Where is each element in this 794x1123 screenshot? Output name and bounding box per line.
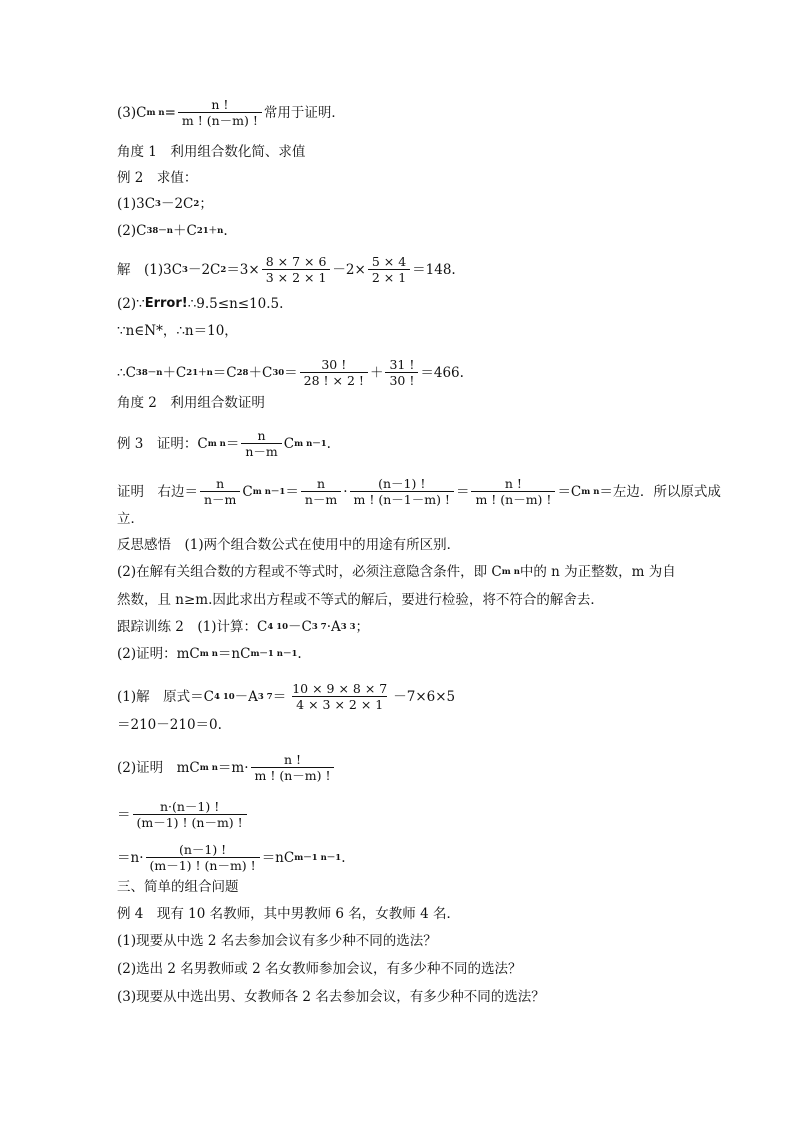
solution-2a	[117, 295, 283, 313]
text: －2C	[187, 261, 221, 278]
text: ＝	[284, 364, 298, 381]
proof-line	[117, 476, 721, 507]
numerator: 8 × 7 × 6	[265, 254, 327, 269]
superscript: m n－1	[294, 438, 327, 449]
superscript: 30	[272, 367, 285, 378]
text: (2)选出 2 名男教师或 2 名女教师参加会议，有多少种不同的选法？	[117, 961, 522, 977]
text: =	[164, 104, 176, 121]
fraction	[288, 681, 391, 712]
text: ＝466.	[420, 364, 464, 381]
text: (3)现要从中选出男、女教师各 2 名去参加会议，有多少种不同的选法？	[117, 989, 545, 1005]
fraction	[350, 476, 454, 507]
numerator: n	[316, 476, 326, 491]
text: －2C	[160, 196, 194, 212]
example-2	[117, 169, 197, 187]
text: ；	[199, 196, 213, 212]
text: (3)C	[117, 104, 147, 121]
fraction	[241, 428, 281, 459]
text: －A	[234, 688, 258, 705]
text: ＋	[369, 364, 384, 381]
text: －2×	[332, 261, 366, 278]
superscript: m n－1	[252, 486, 286, 497]
text: －C	[288, 619, 312, 635]
example-4-part1	[117, 932, 437, 950]
text: ＋C	[248, 364, 273, 381]
text: ＝nC	[217, 646, 251, 662]
text: 角度 1 利用组合数化简、求值	[117, 144, 306, 160]
denominator: (m－1) ! (n－m) !	[133, 814, 247, 830]
text: (1)3C	[117, 196, 156, 212]
formula-3	[117, 97, 345, 128]
denominator: n－m	[200, 491, 240, 507]
example-3	[117, 428, 331, 459]
numerator: n·(n－1) !	[159, 799, 220, 814]
example-4	[117, 905, 460, 923]
track-training-2	[117, 618, 369, 636]
text: 三、简单的组合问题	[117, 879, 239, 895]
solution-2c	[117, 357, 464, 388]
text: ＝3×	[226, 261, 260, 278]
superscript: 4 10	[267, 622, 289, 632]
numerator: n !	[504, 476, 522, 491]
track-solution-1	[117, 681, 455, 712]
text: ＋C	[162, 364, 187, 381]
denominator: n－m	[301, 491, 341, 507]
superscript: 3 7	[257, 691, 273, 702]
text: .	[341, 849, 346, 866]
denominator: m ! (n－1－m) !	[350, 491, 454, 507]
fraction	[200, 476, 240, 507]
text: ∴9.5≤n≤10.5.	[187, 296, 284, 312]
text: 中的 n 为正整数，m 为自	[519, 564, 676, 580]
solution-2b	[117, 322, 238, 340]
text: 反思感悟 (1)两个组合数公式在使用中的用途有所区别．	[117, 537, 461, 553]
text: ∴C	[117, 364, 136, 381]
denominator: 2 × 1	[368, 269, 410, 285]
text: ＝m·	[217, 759, 249, 776]
angle-2-heading	[117, 394, 265, 412]
text: ＝210－210＝0.	[117, 717, 222, 733]
denominator: 28 ! × 2 !	[300, 372, 368, 388]
denominator: (m－1) ! (n－m) !	[146, 857, 260, 873]
numerator: n !	[283, 752, 302, 767]
superscript: m n	[199, 649, 218, 659]
text: 然数，且 n≥m.因此求出方程或不等式的解后，要进行检验，将不符合的解舍去．	[117, 592, 604, 608]
superscript: m n	[207, 438, 226, 449]
fraction	[262, 254, 331, 285]
fraction	[471, 476, 555, 507]
text: ＝	[225, 435, 240, 452]
numerator: 10 × 9 × 8 × 7	[292, 681, 388, 696]
fraction	[146, 842, 260, 873]
example-2-part1	[117, 195, 213, 213]
text: .	[326, 435, 331, 452]
fraction	[251, 752, 335, 783]
superscript: 3 7	[311, 622, 327, 632]
example-2-part2	[117, 222, 228, 240]
text: ；	[355, 619, 370, 635]
text: (2)C	[117, 223, 147, 239]
text: ·	[343, 483, 348, 500]
text: .	[223, 223, 228, 239]
text: .	[297, 646, 302, 662]
fraction	[368, 254, 410, 285]
reflection-2	[117, 563, 676, 581]
text: 例 3 证明：C	[117, 435, 208, 452]
numerator: 5 × 4	[371, 254, 407, 269]
superscript: 3 3	[340, 622, 356, 632]
denominator: 4 × 3 × 2 × 1	[292, 696, 387, 712]
fraction	[178, 97, 262, 128]
text: －7×6×5	[393, 688, 456, 705]
track-solution-2	[117, 752, 336, 783]
text: 例 4 现有 10 名教师，其中男教师 6 名，女教师 4 名．	[117, 906, 460, 922]
track-training-2-part2	[117, 645, 302, 663]
track-solution-1-result	[117, 716, 222, 734]
denominator: m ! (n－m) !	[251, 767, 335, 783]
track-solution-2c	[117, 842, 345, 873]
denominator: 30 !	[385, 372, 418, 388]
superscript: m n	[146, 107, 165, 118]
track-solution-2b	[117, 799, 249, 830]
text: ＝	[455, 483, 470, 500]
superscript: 21＋n	[196, 226, 224, 236]
denominator: 3 × 2 × 1	[262, 269, 331, 285]
superscript: m n	[199, 762, 218, 773]
text: C	[283, 435, 295, 452]
superscript: 21＋n	[186, 367, 213, 378]
reflection-1	[117, 536, 460, 554]
text: C	[242, 483, 253, 500]
proof-end	[117, 510, 144, 528]
superscript: m n	[501, 567, 520, 577]
reflection-3	[117, 591, 604, 609]
text: ＝	[117, 806, 131, 823]
denominator: m ! (n－m) !	[178, 112, 262, 128]
text: 角度 2 利用组合数证明	[117, 395, 265, 411]
fraction	[300, 357, 368, 388]
fraction	[133, 799, 247, 830]
text: ＝C	[557, 483, 582, 500]
example-4-part3	[117, 988, 545, 1006]
text: ＝n·	[117, 849, 144, 866]
superscript: m n	[581, 486, 600, 497]
text: ＝	[285, 483, 299, 500]
text: (2)在解有关组合数的方程或不等式时，必须注意隐含条件，即 C	[117, 564, 502, 580]
text: 跟踪训练 2 (1)计算：C	[117, 619, 268, 635]
fraction	[301, 476, 341, 507]
text: ∵n∈N*，∴n＝10，	[117, 323, 238, 339]
superscript: 28	[236, 367, 249, 378]
text: 证明 右边＝	[117, 483, 198, 500]
text: 解 (1)3C	[117, 261, 183, 278]
superscript: m－1 n－1	[294, 852, 342, 863]
numerator: n	[216, 476, 225, 491]
text: (2)证明 mC	[117, 759, 200, 776]
superscript: 4 10	[213, 691, 235, 702]
superscript: 38－n	[135, 367, 163, 378]
superscript: 38－n	[146, 226, 173, 236]
text: ＝148.	[412, 261, 456, 278]
text: ·A	[326, 619, 341, 635]
superscript: m－1 n－1	[250, 649, 298, 659]
text: ＋C	[172, 223, 197, 239]
text: (2)证明：mC	[117, 646, 200, 662]
numerator: 31 !	[389, 357, 415, 372]
error-text: Error!	[144, 296, 188, 311]
numerator: 30 !	[321, 357, 347, 372]
text: (1)解 原式＝C	[117, 688, 214, 705]
text: ＝C	[212, 364, 237, 381]
text: (1)现要从中选 2 名去参加会议有多少种不同的选法？	[117, 933, 437, 949]
denominator: m ! (n－m) !	[471, 491, 555, 507]
solution-1	[117, 254, 456, 285]
numerator: (n－1) !	[378, 476, 426, 491]
text: 例 2 求值：	[117, 170, 198, 186]
superscript: 2	[220, 264, 227, 275]
fraction	[385, 357, 418, 388]
denominator: n－m	[241, 443, 281, 459]
superscript: 3	[182, 264, 188, 275]
superscript: 2	[193, 199, 200, 209]
text: ＝	[272, 688, 287, 705]
text: ＝左边．所以原式成	[599, 483, 721, 500]
text: ＝nC	[261, 849, 295, 866]
text: 常用于证明．	[263, 104, 345, 121]
superscript: 3	[155, 199, 161, 209]
numerator: n !	[211, 97, 229, 112]
numerator: n	[257, 428, 266, 443]
section-3-heading	[117, 878, 239, 896]
example-4-part2	[117, 960, 521, 978]
text: (2)∵	[117, 296, 145, 312]
text: 立．	[117, 511, 144, 527]
numerator: (n－1) !	[178, 842, 227, 857]
angle-1-heading	[117, 143, 305, 161]
